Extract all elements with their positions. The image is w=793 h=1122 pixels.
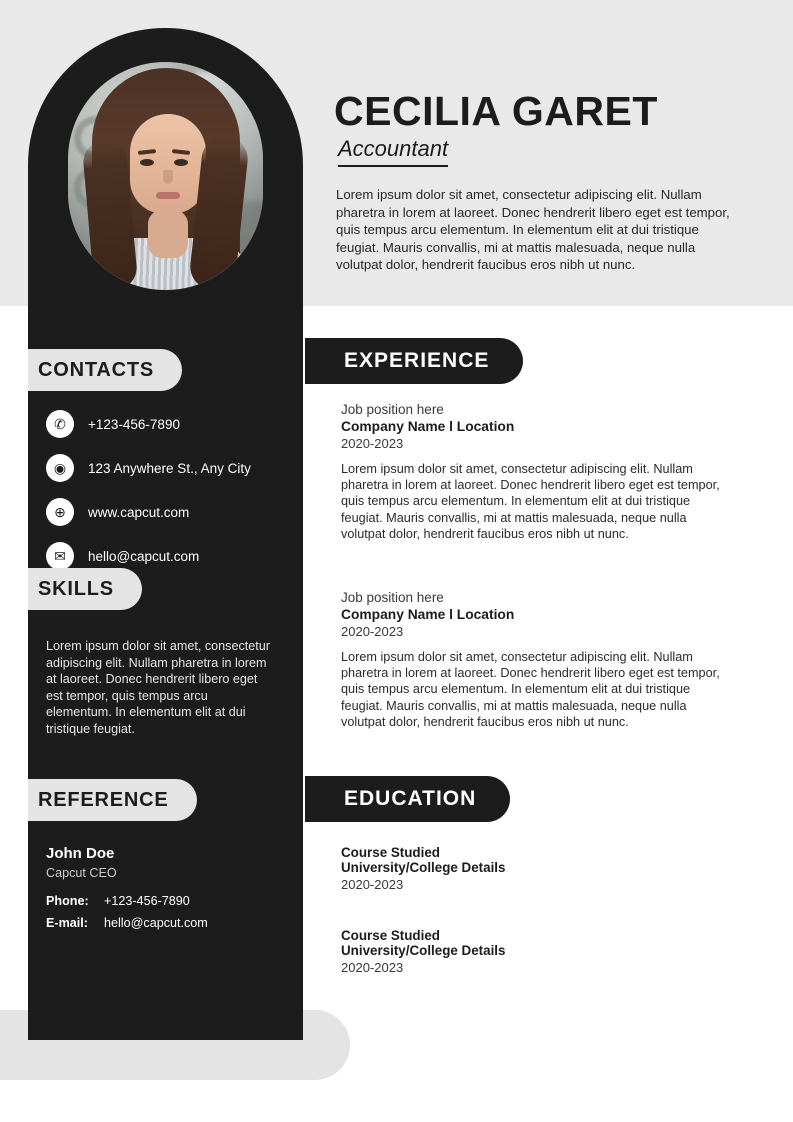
contact-item-phone[interactable] [46, 410, 296, 438]
profile-photo [68, 62, 263, 290]
experience-title: EXPERIENCE [344, 349, 490, 372]
education-school: University/College Details [341, 860, 506, 875]
education-title: EDUCATION [344, 787, 477, 810]
contact-email-text: hello@capcut.com [88, 548, 200, 564]
education-entry [341, 845, 733, 892]
education-course: Course Studied [341, 845, 440, 860]
page-title: CECILIA GARET [334, 88, 658, 134]
reference-title: REFERENCE [38, 788, 169, 811]
profile-summary: Lorem ipsum dolor sit amet, consectetur adipiscing elit. Nullam pharetra in lorem at laoreet. Donec hendrerit libero eget est tempor, quis tempus arcu elementum. In elementum elit at dui tristique feugiat. Mauris convallis, mi at mattis malesuada, neque nulla volutpat dolor, hendrerit faucibus eros nibh ut nunc. [336, 187, 730, 272]
reference-phone-label: Phone: [46, 894, 89, 908]
experience-entry [341, 590, 733, 730]
experience-entry [341, 402, 733, 542]
experience-position: Job position here [341, 590, 444, 605]
education-course: Course Studied [341, 928, 440, 943]
section-heading-education [305, 776, 510, 822]
contacts-title: CONTACTS [38, 358, 155, 381]
contact-address-text: 123 Anywhere St., Any City [88, 460, 251, 476]
reference-name: John Doe [46, 845, 115, 862]
contact-item-email[interactable] [46, 542, 296, 570]
job-role: Accountant [338, 136, 448, 167]
skills-body-text: Lorem ipsum dolor sit amet, consectetur adipiscing elit. Nullam pharetra in lorem at laoreet. Donec hendrerit libero eget est tempor, quis tempus arcu elementum. In elementum elit at dui tristique feugiat. [46, 639, 270, 736]
reference-phone-row [46, 894, 190, 908]
globe-icon: ⊕ [46, 498, 74, 526]
reference-job-title: Capcut CEO [46, 866, 117, 880]
contact-item-website[interactable] [46, 498, 296, 526]
education-entry [341, 928, 733, 975]
experience-description: Lorem ipsum dolor sit amet, consectetur adipiscing elit. Nullam pharetra in lorem at laoreet. Donec hendrerit libero eget est tempor, quis tempus arcu elementum. In elementum elit at dui tristique feugiat. Mauris convallis, mi at mattis malesuada, neque nulla volutpat dolor, hendrerit faucibus eros nibh ut nunc. [341, 462, 720, 541]
experience-dates: 2020-2023 [341, 436, 404, 451]
location-pin-icon: ◉ [46, 454, 74, 482]
experience-company: Company Name l Location [341, 607, 515, 622]
phone-icon: ✆ [46, 410, 74, 438]
education-school: University/College Details [341, 943, 506, 958]
experience-description: Lorem ipsum dolor sit amet, consectetur adipiscing elit. Nullam pharetra in lorem at laoreet. Donec hendrerit libero eget est tempor, quis tempus arcu elementum. In elementum elit at dui tristique feugiat. Mauris convallis, mi at mattis malesuada, neque nulla volutpat dolor, hendrerit faucibus eros nibh ut nunc. [341, 650, 720, 729]
contact-website-text: www.capcut.com [88, 504, 190, 520]
section-heading-experience [305, 338, 523, 384]
experience-company: Company Name l Location [341, 419, 515, 434]
experience-position: Job position here [341, 402, 444, 417]
reference-email-value: hello@capcut.com [104, 916, 208, 930]
education-dates: 2020-2023 [341, 960, 404, 975]
reference-phone-value: +123-456-7890 [104, 894, 190, 908]
skills-title: SKILLS [38, 577, 114, 600]
section-heading-skills [28, 568, 142, 610]
education-dates: 2020-2023 [341, 877, 404, 892]
envelope-icon: ✉ [46, 542, 74, 570]
contact-phone-text: +123-456-7890 [88, 416, 180, 432]
experience-dates: 2020-2023 [341, 624, 404, 639]
section-heading-reference [28, 779, 197, 821]
contact-list [46, 410, 296, 586]
reference-email-label: E-mail: [46, 916, 88, 930]
contact-item-address[interactable] [46, 454, 296, 482]
section-heading-contacts [28, 349, 182, 391]
reference-email-row [46, 916, 208, 930]
